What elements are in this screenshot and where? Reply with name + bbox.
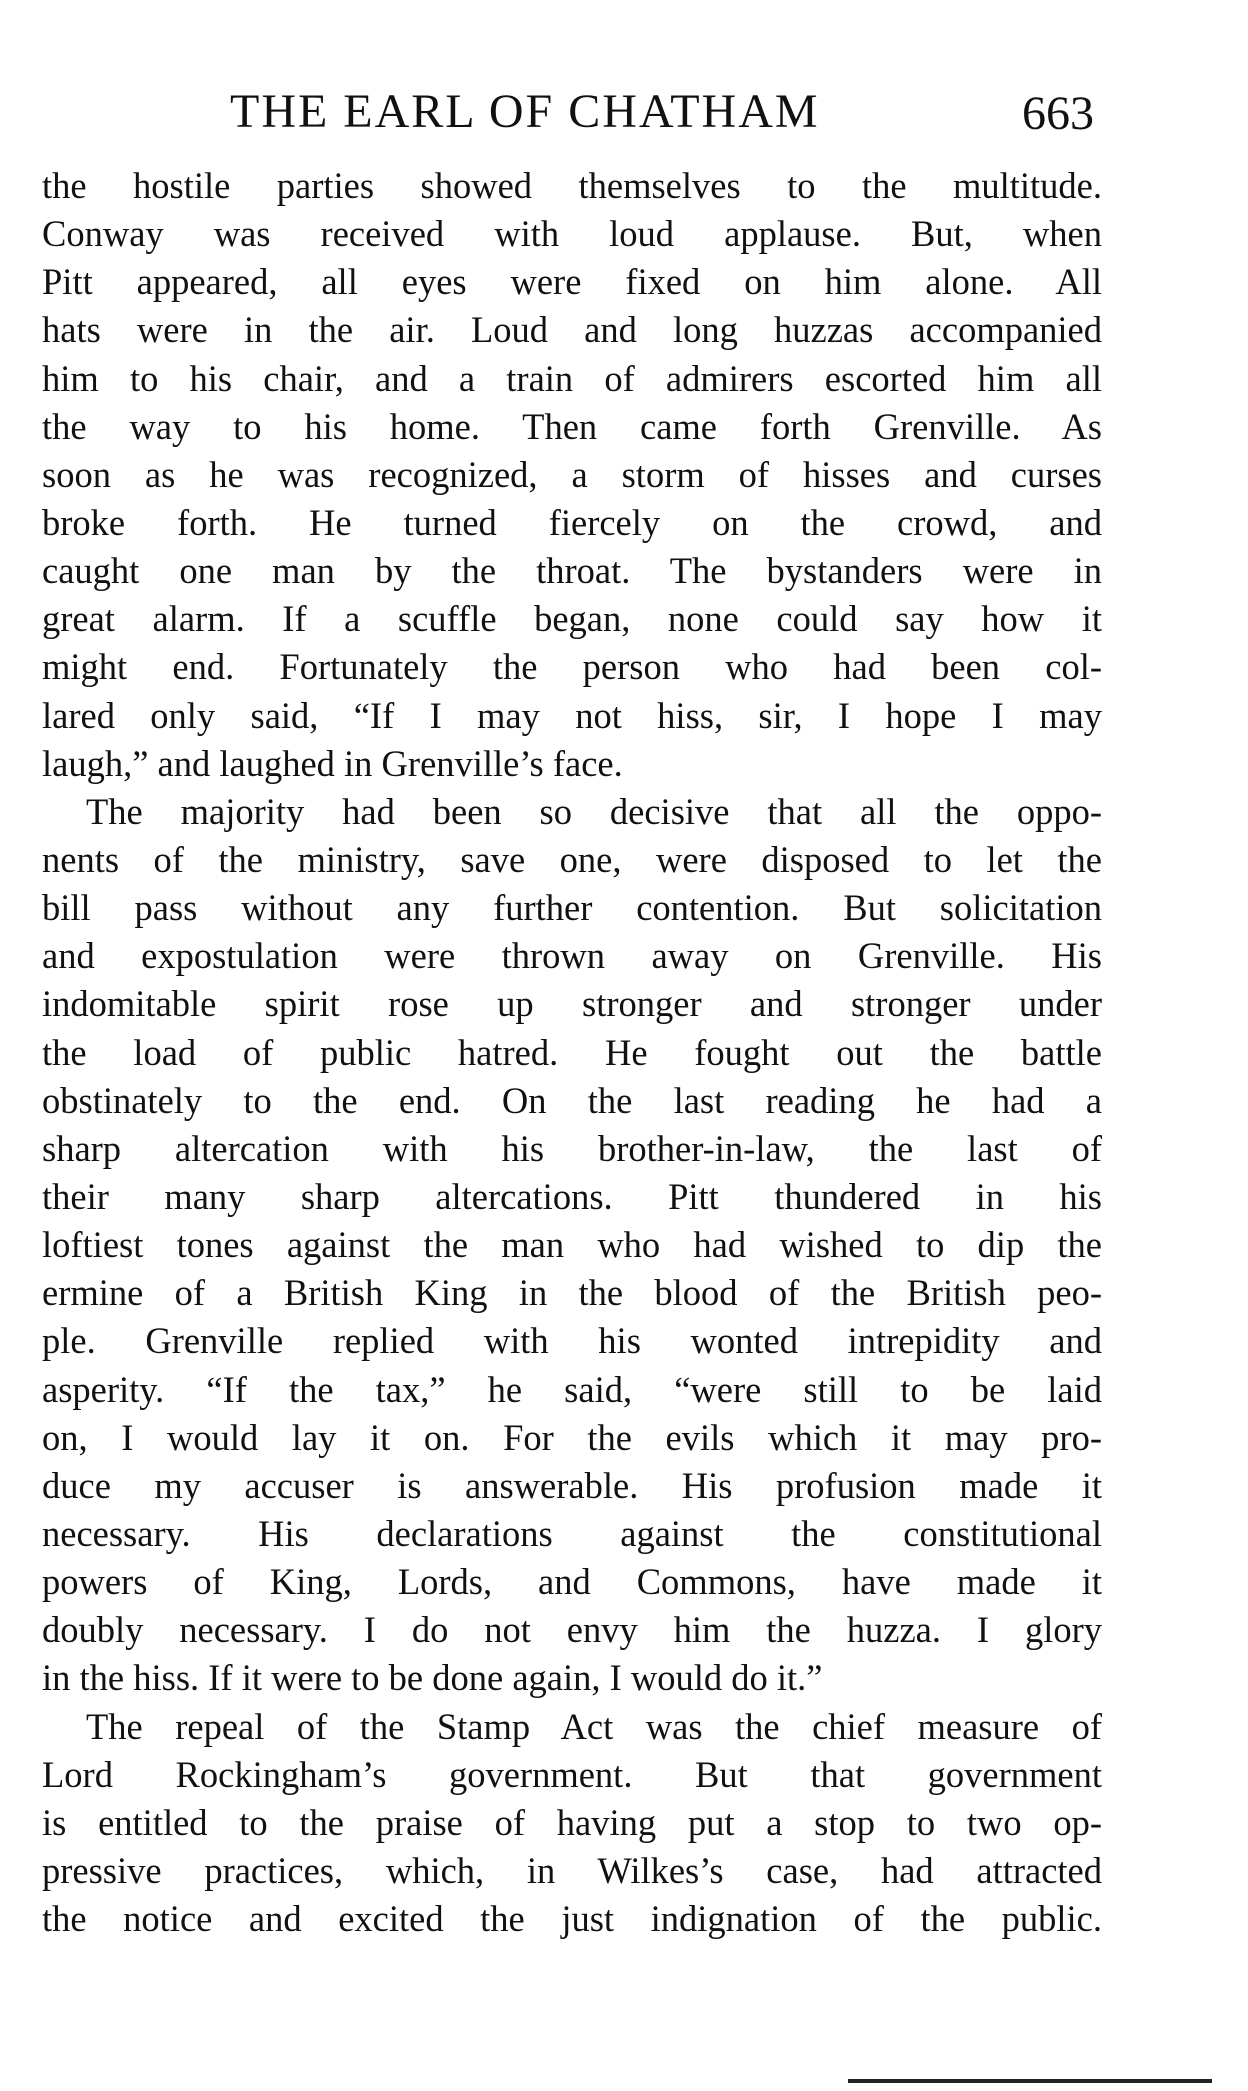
text-line: the hostile parties showed themselves to the multitude. [42,165,1102,206]
text-line: pressive practices, which, in Wilkes’s case, had attracted [42,1849,1102,1891]
text-line: their many sharp altercations. Pitt thundered in his [42,1175,1102,1217]
text-line: lared only said, “If I may not hiss, sir, I hope I may [42,694,1102,736]
text-line: ple. Grenville replied with his wonted intrepidity and [42,1320,1102,1362]
running-head-title: THE EARL OF CHATHAM [230,85,820,138]
text-line: the load of public hatred. He fought out the battle [42,1031,1102,1073]
text-line: doubly necessary. I do not envy him the huzza. I glory [42,1609,1102,1651]
text-line: the notice and excited the just indignation of the public. [42,1898,1102,1940]
text-line: on, I would lay it on. For the evils which it may pro- [42,1416,1102,1458]
text-line: soon as he was recognized, a storm of hisses and curses [42,453,1102,495]
text-line: Pitt appeared, all eyes were fixed on him alone. All [42,261,1102,303]
text-line: indomitable spirit rose up stronger and stronger under [42,983,1102,1025]
text-line: obstinately to the end. On the last reading he had a [42,1079,1102,1121]
body-text [42,162,1102,1943]
page-number: 663 [1022,87,1094,140]
text-line: Conway was received with loud applause. But, when [42,213,1102,255]
bottom-rule [848,2079,1212,2083]
text-line: might end. Fortunately the person who had been col- [42,646,1102,688]
text-line: duce my accuser is answerable. His profusion made it [42,1464,1102,1506]
text-line: sharp altercation with his brother-in-law, the last of [42,1127,1102,1169]
text-line: in the hiss. If it were to be done again, I would do it.” [42,1657,823,1699]
text-line: The repeal of the Stamp Act was the chief measure of [86,1705,1102,1747]
text-line: hats were in the air. Loud and long huzzas accompanied [42,309,1102,351]
text-line: laugh,” and laughed in Grenville’s face. [42,742,623,784]
text-line: broke forth. He turned fiercely on the crowd, and [42,501,1102,543]
text-line: Lord Rockingham’s government. But that government [42,1753,1102,1795]
text-line: asperity. “If the tax,” he said, “were still to be laid [42,1368,1102,1410]
text-line: nents of the ministry, save one, were disposed to let the [42,838,1102,880]
text-line: the way to his home. Then came forth Grenville. As [42,405,1102,447]
text-line: caught one man by the throat. The bystanders were in [42,550,1102,592]
text-line: bill pass without any further contention. But solicitation [42,887,1102,929]
text-line: necessary. His declarations against the constitutional [42,1512,1102,1554]
text-line: great alarm. If a scuffle began, none could say how it [42,598,1102,640]
text-line: loftiest tones against the man who had wished to dip the [42,1224,1102,1266]
text-line: him to his chair, and a train of admirers escorted him all [42,357,1102,399]
text-line: powers of King, Lords, and Commons, have made it [42,1561,1102,1603]
text-line: is entitled to the praise of having put a stop to two op- [42,1801,1102,1843]
text-line: ermine of a British King in the blood of the British peo- [42,1272,1102,1314]
text-line: and expostulation were thrown away on Grenville. His [42,935,1102,977]
text-line: The majority had been so decisive that all the oppo- [86,790,1102,832]
